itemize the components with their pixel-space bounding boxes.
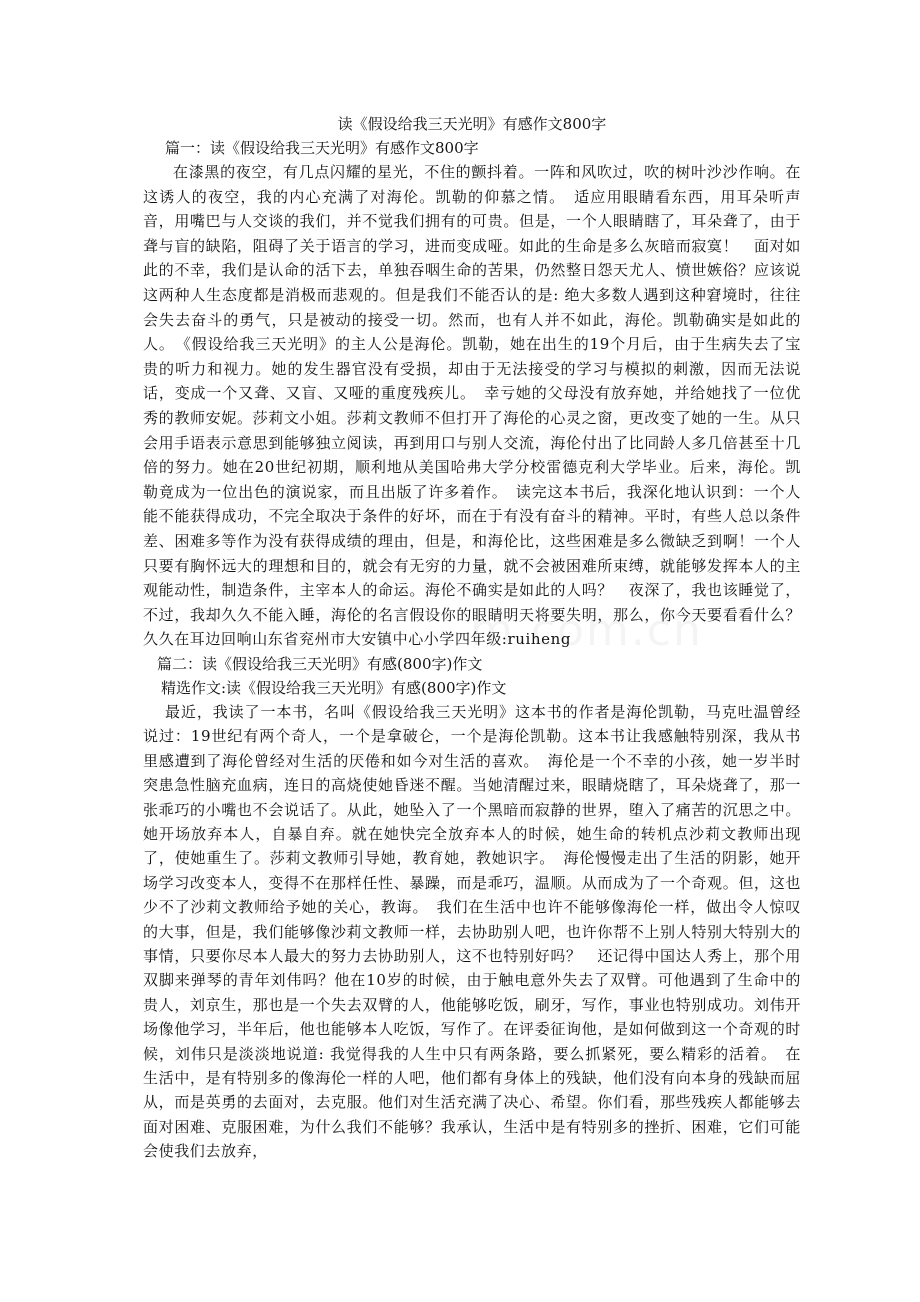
section-2-body: 最近，我读了一本书，名叫《假设给我三天光明》这本书的作者是海伦凯勒，马克吐温曾经说过：19世纪有两个奇人，一个是拿破仑，一个是海伦凯勒。这本书让我感触特别深，我从书里感遭到了海伦曾经对生活的厌倦和如今对生活的喜欢。 海伦是一个不幸的小孩，她一岁半时突患急性脑充血病，连日的高烧使她昏迷不醒。当她清醒过来，眼睛烧瞎了，耳朵烧聋了，那一张乖巧的小嘴也不会说话了。从此，她坠入了一个黑暗而寂静的世界，堕入了痛苦的沉思之中。她开场放弃本人，自暴自弃。就在她快完全放弃本人的时候，她生命的转机点沙莉文教师出现了，使她重生了。莎莉文教师引导她，教育她，教她识字。 海伦慢慢走出了生活的阴影，她开场学习改变本人，变得不在那样任性、暴躁，而是乖巧，温顺。从而成为了一个奇观。但，这也少不了沙莉文教师给予她的关心，教诲。 我们在生活中也许不能够像海伦一样，做出令人惊叹的大事，但是，我们能够像沙莉文教师一样，去协助别人吧，也许你帮不上别人特别大特别大的事情，只要你尽本人最大的努力去协助别人，这不也特别好吗？ 还记得中国达人秀上，那个用双脚来弹琴的青年刘伟吗？他在10岁的时候，由于触电意外失去了双臂。可他遇到了生命中的贵人，刘京生，那也是一个失去双臂的人，他能够吃饭，刷牙，写作，事业也特别成功。刘伟开场像他学习，半年后，他也能够本人吃饭，写作了。在评委征询他，是如何做到这一个奇观的时候，刘伟只是淡淡地说道: 我觉得我的人生中只有两条路，要么抓紧死，要么精彩的活着。 在生活中，是有特别多的像海伦一样的人吧，他们都有身体上的残缺，他们没有向本身的残缺而屈从，而是英勇的去面对，去克服。他们对生活充满了决心、希望。你们看，那些残疾人都能够去面对困难、克服困难，为什么我们不能够？我承认，生活中是有特别多的挫折、困难，它们可能会使我们去放弃， xyxy=(143,702,801,1161)
section-2-heading: 篇二：读《假设给我三天光明》有感(800字)作文 xyxy=(157,654,483,673)
section-1-body: 在漆黑的夜空，有几点闪耀的星光，不住的颤抖着。一阵和风吹过，吹的树叶沙沙作响。在这诱人的夜空，我的内心充满了对海伦。凯勒的仰慕之情。 适应用眼睛看东西，用耳朵听声音，用嘴巴与人交谈的我们，并不觉我们拥有的可贵。但是，一个人眼睛瞎了，耳朵聋了，由于聋与盲的缺陷，阻碍了关于语言的学习，进而变成哑。如此的生命是多么灰暗而寂寞！ 面对如此的不幸，我们是认命的活下去，单独吞咽生命的苦果，仍然整日怨天尤人、愤世嫉俗？应该说这两种人生态度都是消极而悲观的。但是我们不能否认的是: 绝大多数人遇到这种窘境时，往往会失去奋斗的勇气，只是被动的接受一切。然而，也有人并不如此，海伦。凯勒确实是如此的人。 《假设给我三天光明》的主人公是海伦。凯勒，她在出生的19个月后，由于生病失去了宝贵的听力和视力。她的发生器官没有受损，却由于无法接受的学习与模拟的刺激，因而无法说话，变成一个又聋、又盲、又哑的重度残疾儿。 幸亏她的父母没有放弃她，并给她找了一位优秀的教师安妮。莎莉文小姐。莎莉文教师不但打开了海伦的心灵之窗，更改变了她的一生。从只会用手语表示意思到能够独立阅读，再到用口与别人交流，海伦付出了比同龄人多几倍甚至十几倍的努力。她在20世纪初期，顺利地从美国哈弗大学分校雷德克利大学毕业。后来，海伦。凯勒竟成为一位出色的演说家，而且出版了许多着作。 读完这本书后，我深化地认识到：一个人能不能获得成功，不完全取决于条件的好坏，而在于有没有奋斗的精神。平时，有些人总以条件差、困难多等作为没有获得成绩的理由，但是，和海伦比，这些困难是多么微缺乏到啊！一个人只要有胸怀远大的理想和目的，就会有无穷的力量，就不会被困难所束缚，就能够发挥本人的主观能动性，制造条件，主宰本人的命运。海伦不确实是如此的人吗？ 夜深了，我也该睡觉了，不过，我却久久不能入睡，海伦的名言假设你的眼睛明天将要失明，那么，你今天要看看什么？久久在耳边回响山东省兖州市大安镇中心小学四年级:ruiheng xyxy=(143,163,801,649)
document-page xyxy=(143,112,801,1164)
document-title: 读《假设给我三天光明》有感作文800字 xyxy=(337,115,607,133)
section-2-subheading: 精选作文:读《假设给我三天光明》有感(800字)作文 xyxy=(161,678,507,697)
section-1-heading: 篇一：读《假设给我三天光明》有感作文800字 xyxy=(165,139,479,157)
